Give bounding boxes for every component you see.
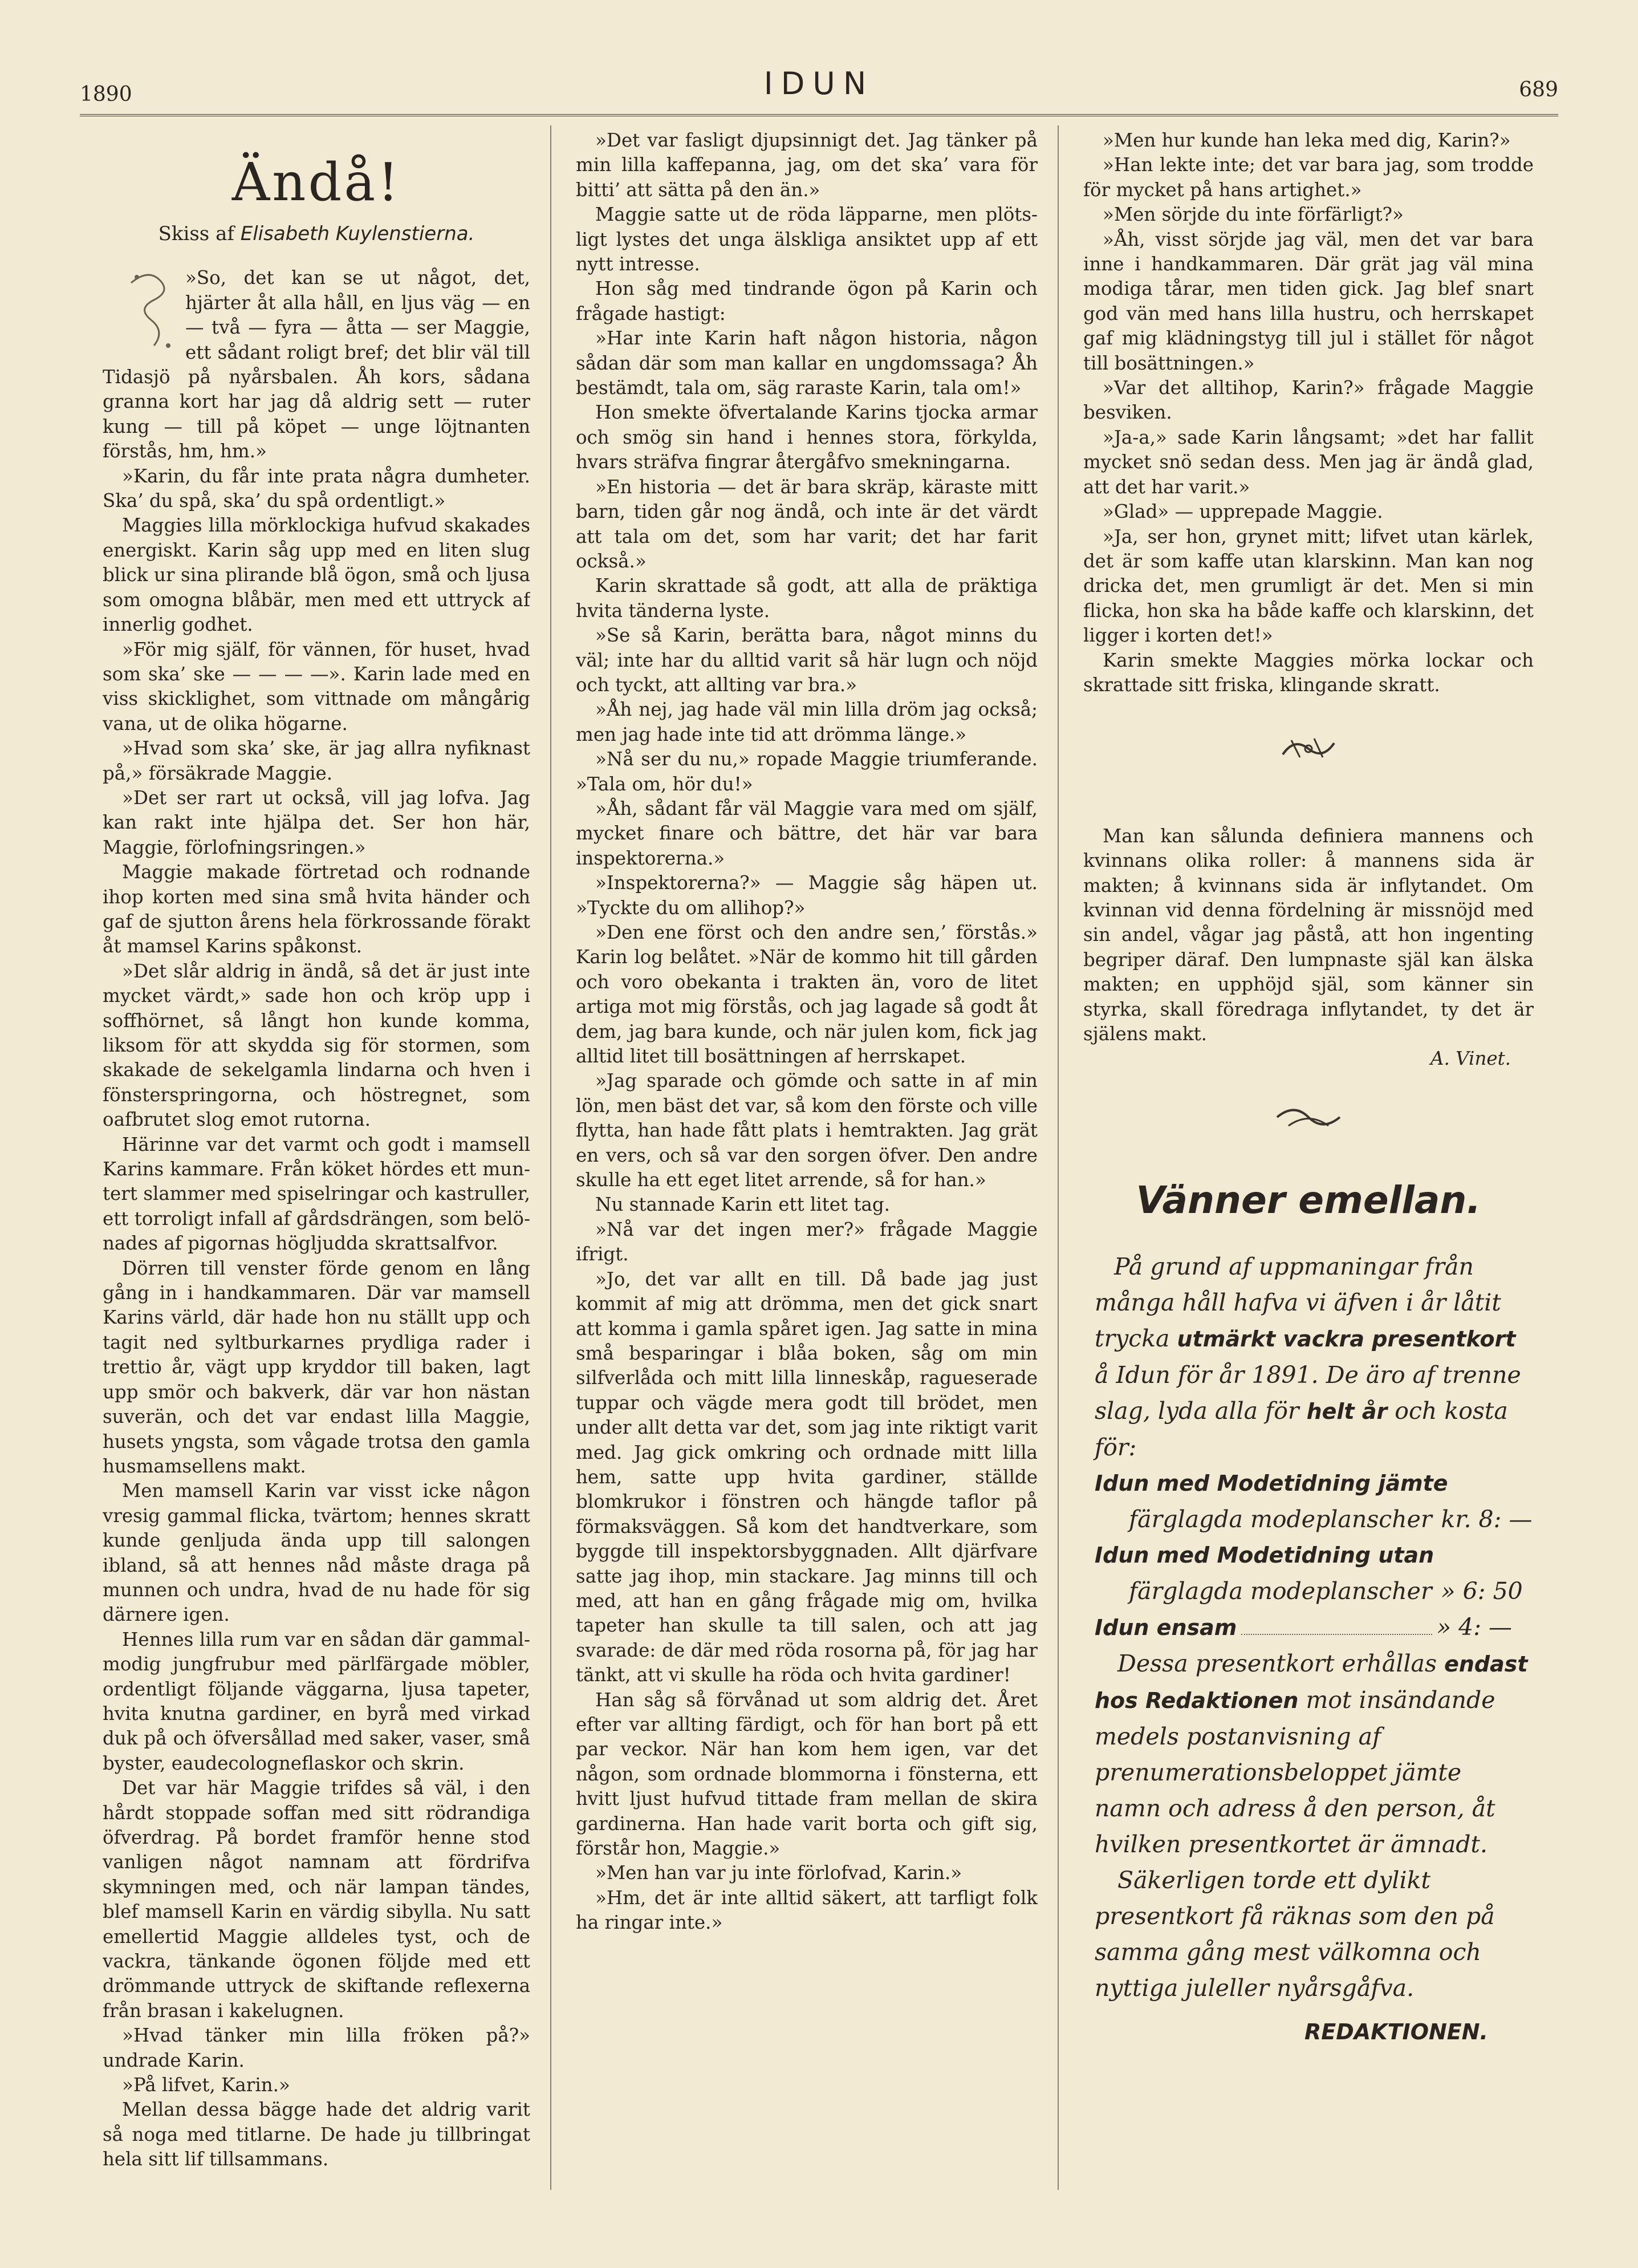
scroll-ornament-icon	[1277, 732, 1340, 766]
advert-paragraph-1	[1095, 1646, 1534, 1863]
vignette-ornament-1	[1083, 732, 1534, 772]
price-item-2	[1095, 1537, 1534, 1609]
advert-body-a: Dessa presentkort erhållas	[1117, 1650, 1437, 1678]
byline-prefix: Skiss af	[158, 222, 234, 245]
story-right-text	[1083, 128, 1534, 697]
price-item-3	[1095, 1609, 1534, 1646]
story-paragraph: Det var här Maggie trifdes så väl, i den hårdt stoppade soffan med sitt rödrandiga öfverdrag. På bordet framför henne stod vanligen något namnam att fördrifva skymningen med, och när lampan tändes, blef mamsell Karin en värdig sibylla. Nu satt emellertid Maggie alldeles tyst, och de vackra, tänkande ögonen följde med ett drömmande uttryck de skiftande reflexerna från brasan i kakelugnen.	[103, 1777, 530, 2022]
story-paragraph: »Men sörjde du inte förfärligt?»	[1103, 204, 1404, 226]
story-paragraph: Hon såg med tindrande ögon på Karin och frågade hastigt:	[576, 278, 1038, 324]
story-title: Ändå!	[231, 152, 401, 213]
column-middle	[576, 128, 1038, 2181]
story-paragraph: »Hvad som ska’ ske, är jag allra nyfiknast på,» försäkrade Maggie.	[103, 737, 530, 784]
story-paragraph: »Men han var ju inte förlofvad, Karin.»	[595, 1862, 962, 1884]
advert-body-b: mot insändande medels postanvisning af prenumerationsbeloppet jämte namn och adress å den person, åt hvilken presentkortet är ämnadt.	[1095, 1686, 1495, 1859]
price-amount: » 4: —	[1437, 1613, 1513, 1641]
story-paragraph: »Det ser rart ut också, vill jag lofva. Jag kan rakt inte hjälpa det. Ser hon här, Maggie, förlofningsringen.»	[103, 786, 530, 858]
story-paragraph: »Åh, visst sörjde jag väl, men det var bara inne i handkammaren. Där grät jag väl mina modiga tårar, men tiden gick. Jag blef snart god vän med hans lilla hustru, och herrskapet gaf mig klädningstyg till jul i stället för något till bosättningen.»	[1083, 228, 1534, 374]
page-header	[80, 66, 1558, 111]
header-rule	[80, 114, 1558, 116]
price-item-1	[1095, 1466, 1534, 1537]
advert-intro-a: På grund af uppmaningar från många håll hafva vi äfven i år låtit trycka	[1095, 1253, 1501, 1353]
story-paragraph: »Var det alltihop, Karin?» frågade Maggie besviken.	[1083, 377, 1534, 424]
dropcap-flourish-icon	[125, 266, 180, 357]
story-byline	[103, 222, 530, 246]
story-paragraph: »Nå var det ingen mer?» frågade Maggie ifrigt.	[576, 1218, 1038, 1265]
story-paragraph: »Ja-a,» sade Karin långsamt; »det har fallit mycket snö sedan dess. Men jag är ändå glad, att det har varit.»	[1083, 426, 1534, 498]
story-paragraph: »Åh nej, jag hade väl min lilla dröm jag också; men jag hade inte tid att drömma länge.»	[576, 699, 1038, 745]
story-paragraph: »Glad» — upprepade Maggie.	[1103, 501, 1383, 523]
story-left-text	[103, 266, 530, 2172]
price-item-title: Idun med Modetidning utan	[1095, 1543, 1434, 1568]
flourish-ornament-icon	[1271, 1100, 1346, 1134]
quote-signature-row	[1083, 1046, 1534, 1071]
story-paragraph: Maggie makade förtretad och rodnande ihop korten med sina små hvita händer och gaf de sjutton årens hela förkrossande förakt åt mamsel Karins spåkonst.	[103, 861, 530, 957]
story-paragraph: »Det var fasligt djupsinnigt det. Jag tänker på min lilla kaffepanna, jag, om det ska’ vara för bitti’ att sätta på den än.»	[576, 129, 1038, 201]
advert-intro-bold2: helt år	[1306, 1399, 1388, 1425]
story-paragraph: Härinne var det varmt och godt i mamsell Karins kammare. Från köket hördes ett muntert slammer med spiselringar och kastruller, ett torroligt infall af gårdsdrängen, som belönades af pigornas högljudda skrattsalfvor.	[103, 1133, 530, 1255]
advert-intro-b: å Idun för år 1891. De äro af trenne slag, lyda	[1095, 1361, 1521, 1425]
column-divider-2	[1058, 125, 1059, 2190]
story-paragraph: Dörren till venster förde genom en lång gång in i handkammaren. Där var mamsell Karins värld, där hade hon nu ställt upp och tagit ned syltburkarnes prydliga rader i trettio år, vägt upp kryddor till baken, lagt upp smör och bakverk, där var hon nästan suverän, och det var endast lilla Maggie, husets yngsta, som vågade trotsa den gamla husmamsellens makt.	[103, 1257, 530, 1477]
story-paragraph: »Jag sparade och gömde och satte in af min lön, men bäst det var, så kom den förste och ville flytta, han hade fått plats i hemtrakten. Jag grät en vers, och så var den sorgen öfver. Den andre skulle ha ett eget litet arrende, så for han.»	[576, 1070, 1038, 1191]
story-paragraph: »Det slår aldrig in ändå, så det är just inte mycket värdt,» sade hon och kröp upp i soffhörnet, så långt hon kunde komma, liksom för att skydda sig för stormen, som skakade de sekelgamla lindarna och hven i fönsterspringorna, och höstregnet, som oafbrutet slog emot rutorna.	[103, 960, 530, 1131]
story-paragraph: Karin smekte Maggies mörka lockar och skrattade sitt friska, klingande skratt.	[1083, 649, 1534, 696]
story-paragraph: »Ja, ser hon, grynet mitt; lifvet utan kärlek, det är som kaffe utan klarskinn. Man kan nog dricka det, men grumligt är det. Men si min flicka, hon ska ha både kaffe och klarskinn, det ligger i korten det!»	[1083, 525, 1534, 647]
column-left	[103, 128, 530, 2181]
price-row	[1095, 1609, 1534, 1646]
advert-intro	[1095, 1249, 1534, 1466]
story-paragraph: »Åh, sådant får väl Maggie vara med om själf, mycket finare och bättre, det här var bara inspektorerna.»	[576, 797, 1038, 869]
story-paragraph: Han såg så förvånad ut som aldrig det. Året efter var allting färdigt, och för han bort på ett par veckor. När han kom hem igen, var det någon, som ordnade blommorna i fönsterna, ett hvitt ljust hufvud tittade fram mellan de skira gardinerna. Han hade varit borta och gift sig, förstår hon, Maggie.»	[576, 1689, 1038, 1860]
page-number: 689	[1519, 78, 1558, 102]
advert-paragraph-2: Säkerligen torde ett dylikt presentkort få räknas som den på samma gång mest välkomna och nyttiga juleller nyårsgåfva.	[1095, 1867, 1495, 2002]
story-paragraph: »Hvad tänker min lilla fröken på?» undrade Karin.	[103, 2024, 530, 2071]
story-middle-text	[576, 128, 1038, 1936]
advert-intro-d: och kosta för:	[1095, 1397, 1508, 1462]
header-year: 1890	[80, 83, 132, 106]
price-amount: kr. 8: —	[1441, 1506, 1533, 1533]
story-paragraph: Maggies lilla mörklockiga hufvud skakades energiskt. Karin såg upp med en liten slug blick ur sina plirande blå ögon, små och ljusa som omogna blåbär, men med ett uttryck af innerlig godhet.	[103, 514, 530, 636]
price-leader	[1241, 1634, 1432, 1635]
advert-heading: Vänner emellan.	[1136, 1178, 1481, 1223]
advert-signature: REDAKTIONEN.	[1304, 2019, 1488, 2045]
story-paragraph: Hennes lilla rum var en sådan där gammalmodig jungfrubur med pärlfärgade möbler, ordentligt följande väggarna, ljusa tapeter, hvita knutna gardiner, en byrå med virkad duk på och öfversållad med saker, vaser, små byster, eaudecologneflaskor och skrin.	[103, 1628, 530, 1774]
story-paragraph: »Har inte Karin haft någon historia, någon sådan där som man kallar en ungdomssaga? Åh bestämdt, tala om, säg raraste Karin, tala om!»	[576, 327, 1038, 399]
price-row	[1095, 1502, 1534, 1537]
price-item-subtitle: färglagda modeplanscher	[1129, 1506, 1432, 1533]
story-paragraph: »Hm, det är inte alltid säkert, att tarfligt folk ha ringar inte.»	[576, 1886, 1038, 1934]
story-paragraph: »Karin, du får inte prata några dumheter. Ska’ du spå, ska’ du spå ordentligt.»	[103, 465, 530, 512]
story-paragraph: »Men hur kunde han leka med dig, Karin?»	[1103, 129, 1511, 151]
story-paragraph: Mellan dessa bägge hade det aldrig varit så noga med titlarne. De hade ju tillbringat hela sitt lif tillsammans.	[103, 2099, 530, 2170]
masthead-title: IDUN	[763, 66, 875, 102]
story-paragraph: Nu stannade Karin ett litet tag.	[595, 1194, 891, 1216]
column-divider-1	[550, 125, 551, 2190]
advert-body-bold: endast hos Redaktionen	[1095, 1652, 1528, 1714]
story-paragraph: »So, det kan se ut något, det, hjärter åt alla håll, en ljus väg — en — två — fyra — åtta — ser Maggie, ett sådant roligt bref; det blir väl till Tidasjö på nyårsbalen. Åh kors, sådana granna kort har jag då aldrig sett — ruter kung — till på köpet — unge löjtnanten förstås, hm, hm.»	[103, 267, 530, 462]
dropcap-ornament	[125, 266, 180, 357]
quote-author: A. Vinet.	[1430, 1048, 1511, 1070]
story-paragraph: »För mig själf, för vännen, för huset, hvad som ska’ ske — — — —». Karin lade med en viss skicklighet, som vittnade om mångårig vana, ut de olika högarne.	[103, 638, 530, 735]
story-paragraph: »Inspektorerna?» — Maggie såg häpen ut. »Tyckte du om allihop?»	[576, 872, 1038, 919]
vignette-ornament-2	[1083, 1100, 1534, 1141]
story-author: Elisabeth Kuylenstierna.	[240, 222, 475, 245]
story-paragraph: »På lifvet, Karin.»	[122, 2074, 290, 2096]
price-item-title: Idun ensam	[1095, 1615, 1237, 1641]
story-paragraph: »Den ene först och den andre sen,’ förstås.» Karin log belåtet. »När de kommo hit till gården och voro obekanta i trakten än, voro de litet artiga mot mig förstås, och jag lagade så godt åt dem, jag bara kunde, och när julen kom, fick jag alltid litet till bosättningen af herrskapet.	[576, 922, 1038, 1068]
story-paragraph: »Jo, det var allt en till. Då bade jag just kommit af mig att drömma, men det gick snart att komma i gamla spåret igen. Jag satte in mina små besparingar i blåa boken, såg om min silfverlåda och mitt lilla linneskåp, ragueserade tuppar och vägde mera godt till brödet, men under allt detta var det, som jag inte riktigt varit med. Jag gick omkring och ordnade mitt lilla hem, satte upp hvita gardiner, ställde blomkrukor i fönstren och hängde taflor på förmaksväggen. Så kom det handtverkare, som byggde till inspektorsbyggnaden. Allt djärfvare satte jag ihop, min stackare. Jag minns till och med, att han en gång frågade mig om, hvilka tapeter han skulle ta till salen, och att jag svarade: de där med röda rosorna på, för jag har tänkt, att vi skulle ha röda och hvita gardiner!	[576, 1268, 1038, 1686]
price-list	[1095, 1466, 1534, 1646]
story-paragraph: Karin skrattade så godt, att alla de präktiga hvita tänderna lyste.	[576, 575, 1038, 622]
advert-intro-c: alla för	[1214, 1397, 1299, 1425]
price-amount: » 6: 50	[1441, 1577, 1523, 1605]
story-paragraph: »Han lekte inte; det var bara jag, som trodde för mycket på hans artighet.»	[1083, 154, 1534, 201]
story-paragraph: »Se så Karin, berätta bara, något minns du väl; inte har du alltid varit så här lugn och nöjd och tyckt, att allting var bra.»	[576, 624, 1038, 696]
price-row	[1095, 1573, 1534, 1609]
column-right	[1083, 128, 1534, 2181]
story-paragraph: Hon smekte öfvertalande Karins tjocka armar och smög sin hand i hennes stora, förkylda, hvars sträfva fingrar återgåfvo smekningarna.	[576, 401, 1038, 473]
price-item-subtitle: färglagda modeplanscher	[1129, 1577, 1432, 1605]
price-item-title: Idun med Modetidning jämte	[1095, 1471, 1448, 1496]
story-paragraph: Maggie satte ut de röda läpparne, men plötsligt lystes det unga älskliga ansiktet upp af ett nytt intresse.	[576, 204, 1038, 275]
advert-body	[1083, 1249, 1534, 2050]
story-paragraph: »En historia — det är bara skräp, käraste mitt barn, tiden går nog ändå, och inte är det värdt att tala om det, som har varit; det har farit också.»	[576, 476, 1038, 572]
story-paragraph: »Nå ser du nu,» ropade Maggie triumferande. »Tala om, hör du!»	[576, 748, 1038, 795]
quote-text: Man kan sålunda definiera mannens och kvinnans olika roller: å mannens sida är makten; å kvinnans sida är inflytandet. Om kvinnan vid denna fördelning är missnöjd med sin andel, vågar jag påstå, att hon ingenting begriper däraf. Den lumpnaste själ kan älska makten; en upphöjd själ, som känner sin styrka, skall föredraga inflytandet, ty det är själens makt.	[1083, 825, 1534, 1045]
story-paragraph: Men mamsell Karin var visst icke någon vresig gammal flicka, tvärtom; hennes skratt kunde genljuda ända upp till salongen ibland, så att hennes nåd måste draga på munnen och undra, hvad de nu hade för sig därnere igen.	[103, 1480, 530, 1626]
advert-intro-bold: utmärkt vackra presentkort	[1177, 1326, 1516, 1352]
